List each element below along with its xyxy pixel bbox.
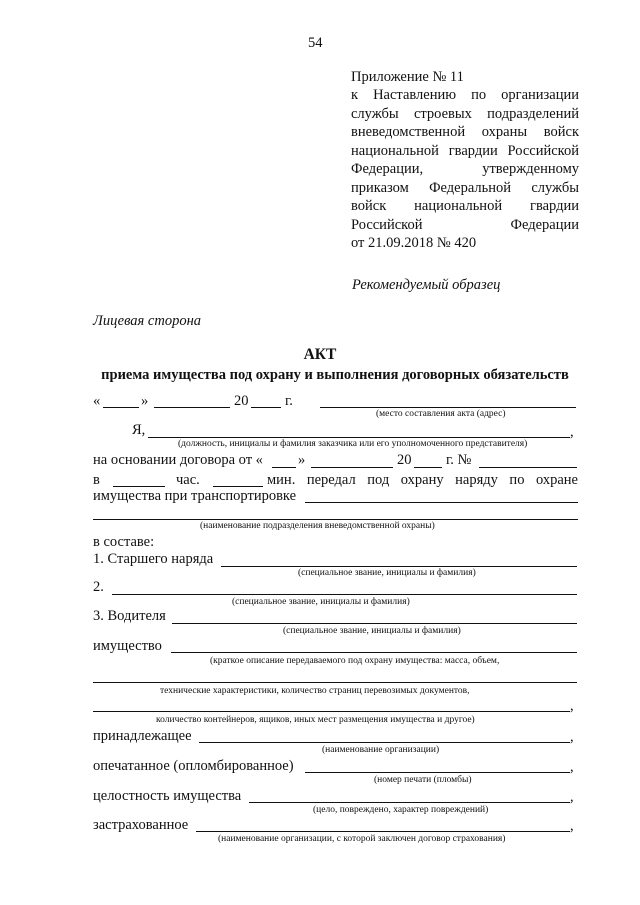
comma: , <box>570 698 574 714</box>
year-prefix: 20 <box>234 393 249 409</box>
year-field[interactable] <box>251 407 281 408</box>
driver-field[interactable] <box>172 623 577 624</box>
belonging-field[interactable] <box>199 742 570 743</box>
transport-field[interactable] <box>305 502 578 503</box>
sealed-field[interactable] <box>305 772 570 773</box>
belonging-label: принадлежащее <box>93 728 192 744</box>
contract-year-field[interactable] <box>414 467 442 468</box>
comma: , <box>570 729 574 745</box>
integrity-label: целостность имущества <box>93 788 242 804</box>
appendix-description <box>351 86 579 253</box>
header-line: войск национальной гвардии <box>351 198 579 214</box>
property-label: имущество <box>93 638 162 654</box>
header-line: Федерации, утвержденному <box>351 161 579 177</box>
sealed-label: опечатанное (опломбированное) <box>93 758 294 774</box>
contract-year-prefix: 20 <box>397 452 412 468</box>
driver-label: 3. Водителя <box>93 608 166 624</box>
front-side-label: Лицевая сторона <box>93 313 202 329</box>
contract-close-quote: » <box>298 452 306 468</box>
belonging-hint: (наименование организации) <box>322 745 440 755</box>
comma: , <box>570 424 574 440</box>
header-line: Российской Федерации <box>351 216 579 233</box>
property-hint-1: (краткое описание передаваемого под охрану имущества: масса, объем, <box>210 656 500 666</box>
header-line: службы строевых подразделений <box>351 105 579 122</box>
integrity-hint: (цело, повреждено, характер повреждений) <box>313 805 489 815</box>
insured-field[interactable] <box>196 831 570 832</box>
document-subtitle: приема имущества под охрану и выполнения договорных обязательств <box>101 367 569 383</box>
integrity-field[interactable] <box>249 802 570 803</box>
driver-hint: (специальное звание, инициалы и фамилия) <box>283 626 461 636</box>
appendix-number: Приложение № 11 <box>351 69 464 85</box>
second-field[interactable] <box>112 594 577 595</box>
place-hint: (место составления акта (адрес) <box>376 409 506 419</box>
header-line: от 21.09.2018 № 420 <box>351 235 477 251</box>
comma: , <box>570 759 574 775</box>
header-line: национальной гвардии Российской <box>351 142 579 159</box>
page-number: 54 <box>308 35 323 51</box>
second-label: 2. <box>93 579 104 595</box>
senior-hint: (специальное звание, инициалы и фамилия) <box>298 568 476 578</box>
month-field[interactable] <box>154 407 230 408</box>
year-suffix: г. <box>285 393 293 409</box>
contract-month-field[interactable] <box>311 467 393 468</box>
insured-hint: (наименование организации, с которой заключен договор страхования) <box>218 834 506 844</box>
property-hint-2: технические характеристики, количество страниц перевозимых документов, <box>160 686 470 696</box>
property-field-3[interactable] <box>93 711 570 712</box>
unit-hint: (наименование подразделения вневедомственной охраны) <box>200 521 435 531</box>
header-line: вневедомственной охраны войск <box>351 124 579 140</box>
customer-hint: (должность, инициалы и фамилия заказчика или его уполномоченного представителя) <box>178 439 528 449</box>
contract-number-field[interactable] <box>479 467 577 468</box>
contract-number-label: г. № <box>446 452 472 468</box>
place-field[interactable] <box>320 407 576 408</box>
document-title: АКТ <box>303 346 337 363</box>
hours-label: час. <box>176 472 200 488</box>
day-field[interactable] <box>103 407 139 408</box>
ya-label: Я, <box>132 422 146 438</box>
transport-label: имущества при транспортировке <box>93 488 297 504</box>
date-open-quote: « <box>93 393 101 409</box>
minutes-text: мин. передал под охрану наряду по охране <box>267 472 578 488</box>
date-close-quote: » <box>141 393 149 409</box>
senior-field[interactable] <box>221 566 577 567</box>
comma: , <box>570 818 574 834</box>
composition-label: в составе: <box>93 534 155 550</box>
v-label: в <box>93 472 100 488</box>
insured-label: застрахованное <box>93 817 189 833</box>
header-line: приказом Федеральной службы <box>351 179 579 196</box>
property-field[interactable] <box>171 652 577 653</box>
customer-field[interactable] <box>148 437 570 438</box>
property-hint-3: количество контейнеров, ящиков, иных мест размещения имущества и другое) <box>156 715 475 725</box>
contract-label: на основании договора от « <box>93 452 263 468</box>
recommended-sample: Рекомендуемый образец <box>352 277 501 293</box>
contract-day-field[interactable] <box>272 467 296 468</box>
comma: , <box>570 789 574 805</box>
senior-label: 1. Старшего наряда <box>93 551 214 567</box>
sealed-hint: (номер печати (пломбы) <box>374 775 472 785</box>
header-line: к Наставлению по организации <box>351 87 579 103</box>
unit-field[interactable] <box>93 519 578 520</box>
property-field-2[interactable] <box>93 682 577 683</box>
second-hint: (специальное звание, инициалы и фамилия) <box>232 597 410 607</box>
